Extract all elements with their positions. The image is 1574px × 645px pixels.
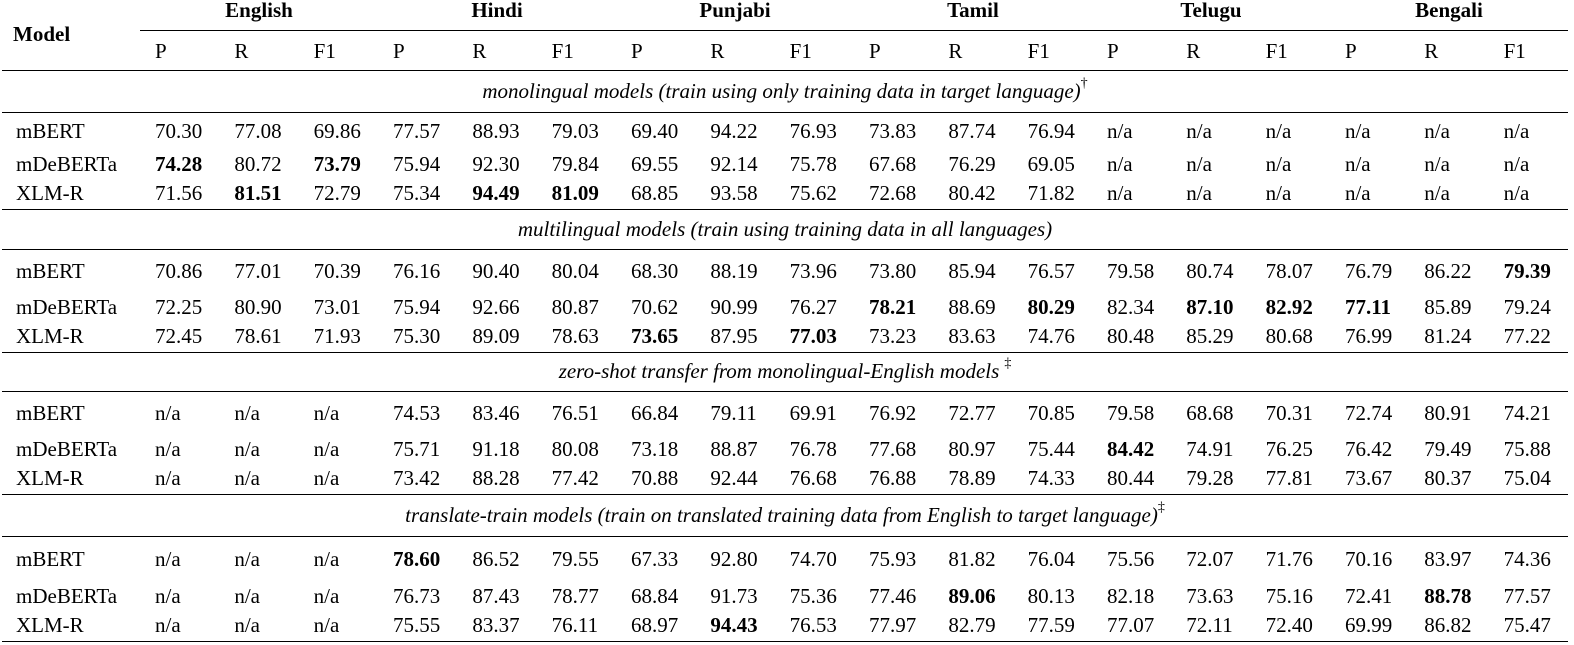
section-title bbox=[2, 494, 1568, 536]
section-title-text: monolingual models (train using only training data in target language) bbox=[482, 78, 1081, 103]
metric-header-row bbox=[2, 30, 1568, 70]
score-cell: 80.68 bbox=[1251, 322, 1330, 352]
score-cell: 80.90 bbox=[234, 295, 282, 319]
score-cell: 75.88 bbox=[1503, 437, 1551, 461]
score-cell: 68.84 bbox=[631, 584, 679, 608]
score-cell: 75.93 bbox=[868, 546, 917, 571]
metric-header-telugu-r: R bbox=[1186, 38, 1201, 63]
score-cell: 67.33 bbox=[631, 546, 679, 571]
score-cell: 76.88 bbox=[854, 464, 933, 494]
footnote-mark: ‡ bbox=[1157, 499, 1165, 515]
score-cell: 76.78 bbox=[789, 437, 837, 461]
score-cell: 81.24 bbox=[1409, 322, 1488, 352]
score-cell: 86.22 bbox=[1424, 258, 1472, 283]
table-row bbox=[2, 536, 1568, 582]
section-row bbox=[2, 209, 1568, 249]
score-cell: n/a bbox=[219, 464, 298, 494]
table-row bbox=[2, 582, 1568, 611]
section-title bbox=[2, 70, 1568, 112]
score-cell: 81.82 bbox=[948, 546, 996, 571]
table-row bbox=[2, 464, 1568, 494]
score-cell: 93.58 bbox=[695, 179, 774, 209]
score-cell: 87.10 bbox=[1186, 295, 1234, 319]
table-row bbox=[2, 611, 1568, 641]
score-cell: n/a bbox=[1424, 118, 1450, 143]
score-cell: 85.94 bbox=[948, 258, 996, 283]
score-cell: 79.39 bbox=[1503, 258, 1551, 283]
language-header-punjabi: Punjabi bbox=[616, 0, 854, 30]
score-cell: 77.01 bbox=[234, 258, 282, 283]
score-cell: 80.42 bbox=[933, 179, 1012, 209]
score-cell: 79.11 bbox=[710, 400, 757, 425]
score-cell: 83.63 bbox=[933, 322, 1012, 352]
score-cell: 80.48 bbox=[1092, 322, 1171, 352]
score-cell: 76.92 bbox=[868, 400, 917, 425]
score-cell: n/a bbox=[299, 611, 378, 641]
score-cell: 76.73 bbox=[393, 584, 441, 608]
score-cell: n/a bbox=[313, 400, 340, 425]
metric-header-hindi-f1: F1 bbox=[551, 38, 574, 63]
score-cell: 88.69 bbox=[948, 295, 996, 319]
score-cell: 70.16 bbox=[1344, 546, 1393, 571]
footnote-mark: ‡ bbox=[1004, 356, 1012, 371]
score-cell: n/a bbox=[140, 464, 219, 494]
score-cell: 75.62 bbox=[775, 179, 854, 209]
score-cell: 73.23 bbox=[854, 322, 933, 352]
score-cell: 74.76 bbox=[1013, 322, 1092, 352]
score-cell: 70.30 bbox=[155, 118, 203, 143]
score-cell: 73.65 bbox=[616, 322, 695, 352]
score-cell: 80.08 bbox=[551, 437, 599, 461]
score-cell: 69.99 bbox=[1330, 611, 1409, 641]
score-cell: 83.97 bbox=[1424, 546, 1472, 571]
model-name-cell: mDeBERTa bbox=[16, 437, 118, 461]
score-cell: 71.82 bbox=[1013, 179, 1092, 209]
score-cell: 80.72 bbox=[234, 152, 282, 176]
score-cell: n/a bbox=[140, 611, 219, 641]
model-column-header: Model bbox=[13, 22, 71, 47]
score-cell: 77.42 bbox=[537, 464, 616, 494]
score-cell: 72.68 bbox=[854, 179, 933, 209]
footnote-mark: † bbox=[1080, 75, 1088, 91]
score-cell: 70.86 bbox=[155, 258, 203, 283]
score-cell: 72.79 bbox=[299, 179, 378, 209]
score-cell: 87.43 bbox=[472, 584, 520, 608]
score-cell: 92.44 bbox=[695, 464, 774, 494]
score-cell: 77.59 bbox=[1013, 611, 1092, 641]
score-cell: n/a bbox=[313, 584, 340, 608]
score-cell: 73.83 bbox=[868, 118, 917, 143]
score-cell: 88.93 bbox=[472, 118, 520, 143]
metric-header-tamil-f1: F1 bbox=[1027, 38, 1050, 63]
score-cell: 75.34 bbox=[378, 179, 457, 209]
score-cell: n/a bbox=[299, 464, 378, 494]
score-cell: 72.74 bbox=[1344, 400, 1393, 425]
score-cell: n/a bbox=[155, 437, 181, 461]
section-title-text: multilingual models (train using training data in all languages) bbox=[517, 216, 1053, 241]
score-cell: n/a bbox=[1171, 179, 1250, 209]
metric-header-punjabi-f1: F1 bbox=[789, 38, 812, 63]
score-cell: 77.97 bbox=[854, 611, 933, 641]
score-cell: n/a bbox=[1344, 118, 1371, 143]
score-cell: 69.91 bbox=[789, 400, 837, 425]
score-cell: 72.45 bbox=[140, 322, 219, 352]
table-row bbox=[2, 435, 1568, 464]
score-cell: 67.68 bbox=[868, 152, 917, 176]
score-cell: 79.58 bbox=[1106, 400, 1155, 425]
score-cell: 80.29 bbox=[1027, 295, 1075, 319]
section-title-text: zero-shot transfer from monolingual-English models bbox=[558, 359, 1000, 383]
score-cell: 71.56 bbox=[140, 179, 219, 209]
score-cell: n/a bbox=[1330, 179, 1409, 209]
metric-header-telugu-f1: F1 bbox=[1265, 38, 1288, 63]
score-cell: 90.99 bbox=[710, 295, 758, 319]
score-cell: 89.09 bbox=[457, 322, 536, 352]
score-cell: 70.39 bbox=[313, 258, 361, 283]
score-cell: n/a bbox=[1489, 179, 1568, 209]
score-cell: 78.61 bbox=[219, 322, 298, 352]
score-cell: 76.79 bbox=[1344, 258, 1393, 283]
score-cell: 75.55 bbox=[378, 611, 457, 641]
score-cell: 75.94 bbox=[393, 295, 441, 319]
score-cell: 73.79 bbox=[313, 152, 361, 176]
score-cell: 79.55 bbox=[551, 546, 599, 571]
score-cell: 70.88 bbox=[616, 464, 695, 494]
score-cell: 75.56 bbox=[1106, 546, 1155, 571]
language-header-bengali: Bengali bbox=[1330, 0, 1568, 30]
table-row bbox=[2, 150, 1568, 179]
score-cell: 76.16 bbox=[393, 258, 441, 283]
score-cell: 76.27 bbox=[789, 295, 837, 319]
score-cell: 79.24 bbox=[1503, 295, 1551, 319]
score-cell: 73.80 bbox=[868, 258, 917, 283]
score-cell: n/a bbox=[234, 546, 260, 571]
score-cell: n/a bbox=[1503, 118, 1530, 143]
table-row bbox=[2, 179, 1568, 209]
score-cell: 76.25 bbox=[1265, 437, 1313, 461]
score-cell: 74.91 bbox=[1186, 437, 1234, 461]
score-cell: n/a bbox=[155, 400, 181, 425]
score-cell: 80.04 bbox=[551, 258, 599, 283]
table-body bbox=[2, 70, 1568, 641]
results-table bbox=[2, 0, 1568, 642]
score-cell: 85.89 bbox=[1424, 295, 1472, 319]
score-cell: 88.78 bbox=[1424, 584, 1472, 608]
score-cell: 86.52 bbox=[472, 546, 520, 571]
score-cell: 68.68 bbox=[1186, 400, 1234, 425]
model-name-cell: XLM-R bbox=[2, 179, 140, 209]
score-cell: 90.40 bbox=[472, 258, 520, 283]
score-cell: 75.30 bbox=[378, 322, 457, 352]
score-cell: n/a bbox=[234, 437, 260, 461]
score-cell: 75.36 bbox=[789, 584, 837, 608]
score-cell: 76.94 bbox=[1027, 118, 1075, 143]
score-cell: 85.29 bbox=[1171, 322, 1250, 352]
score-cell: 87.74 bbox=[948, 118, 996, 143]
score-cell: n/a bbox=[1265, 118, 1292, 143]
score-cell: 92.30 bbox=[472, 152, 520, 176]
score-cell: n/a bbox=[1106, 152, 1133, 176]
score-cell: n/a bbox=[1344, 152, 1371, 176]
score-cell: 78.63 bbox=[537, 322, 616, 352]
table-row bbox=[2, 322, 1568, 352]
score-cell: 78.77 bbox=[551, 584, 599, 608]
score-cell: 88.19 bbox=[710, 258, 758, 283]
score-cell: 80.97 bbox=[948, 437, 996, 461]
model-name-cell: mBERT bbox=[16, 400, 85, 425]
score-cell: 66.84 bbox=[631, 400, 679, 425]
score-cell: 83.46 bbox=[472, 400, 520, 425]
score-cell: 73.67 bbox=[1330, 464, 1409, 494]
score-cell: 74.70 bbox=[789, 546, 837, 571]
model-name-cell: mBERT bbox=[16, 258, 85, 283]
score-cell: 69.05 bbox=[1027, 152, 1075, 176]
metric-header-hindi-r: R bbox=[472, 38, 487, 63]
metric-header-english-r: R bbox=[234, 38, 249, 63]
score-cell: 82.92 bbox=[1265, 295, 1313, 319]
score-cell: 77.03 bbox=[775, 322, 854, 352]
score-cell: 88.87 bbox=[710, 437, 758, 461]
score-cell: 74.28 bbox=[155, 152, 203, 176]
model-name-cell: mBERT bbox=[16, 546, 85, 571]
score-cell: 84.42 bbox=[1106, 437, 1155, 461]
score-cell: n/a bbox=[1409, 179, 1488, 209]
score-cell: 89.06 bbox=[948, 584, 996, 608]
score-cell: n/a bbox=[219, 611, 298, 641]
score-cell: 72.40 bbox=[1251, 611, 1330, 641]
score-cell: 76.51 bbox=[551, 400, 599, 425]
score-cell: 80.44 bbox=[1092, 464, 1171, 494]
score-cell: n/a bbox=[1251, 179, 1330, 209]
score-cell: 71.76 bbox=[1265, 546, 1313, 571]
score-cell: 82.79 bbox=[933, 611, 1012, 641]
score-cell: 72.07 bbox=[1186, 546, 1234, 571]
score-cell: n/a bbox=[155, 546, 181, 571]
metric-header-bengali-f1: F1 bbox=[1503, 38, 1526, 63]
score-cell: 92.80 bbox=[710, 546, 758, 571]
section-row bbox=[2, 70, 1568, 112]
model-name-cell: mDeBERTa bbox=[16, 152, 118, 176]
metric-header-bengali-r: R bbox=[1424, 38, 1439, 63]
score-cell: 71.93 bbox=[299, 322, 378, 352]
score-cell: 79.28 bbox=[1171, 464, 1250, 494]
score-cell: n/a bbox=[234, 400, 260, 425]
score-cell: n/a bbox=[1503, 152, 1530, 176]
score-cell: 74.21 bbox=[1503, 400, 1551, 425]
score-cell: 76.42 bbox=[1344, 437, 1393, 461]
score-cell: 69.86 bbox=[313, 118, 361, 143]
score-cell: n/a bbox=[313, 546, 340, 571]
language-header-hindi: Hindi bbox=[378, 0, 616, 30]
metric-header-tamil-p: P bbox=[868, 38, 881, 63]
metric-header-english-p: P bbox=[155, 38, 167, 63]
metric-header-tamil-r: R bbox=[948, 38, 963, 63]
score-cell: 68.30 bbox=[631, 258, 679, 283]
score-cell: 73.96 bbox=[789, 258, 837, 283]
score-cell: 74.53 bbox=[393, 400, 441, 425]
score-cell: n/a bbox=[1186, 152, 1212, 176]
score-cell: 70.31 bbox=[1265, 400, 1313, 425]
score-cell: 78.89 bbox=[933, 464, 1012, 494]
score-cell: 79.03 bbox=[551, 118, 599, 143]
score-cell: 76.29 bbox=[948, 152, 996, 176]
score-cell: 76.68 bbox=[775, 464, 854, 494]
score-cell: n/a bbox=[1424, 152, 1450, 176]
score-cell: 77.81 bbox=[1251, 464, 1330, 494]
score-cell: 80.74 bbox=[1186, 258, 1234, 283]
section-title bbox=[2, 352, 1568, 391]
language-header-english: English bbox=[140, 0, 378, 30]
model-name-cell: mDeBERTa bbox=[16, 295, 118, 319]
model-name-cell: XLM-R bbox=[2, 322, 140, 352]
score-cell: 78.07 bbox=[1265, 258, 1313, 283]
score-cell: 76.57 bbox=[1027, 258, 1075, 283]
score-cell: 94.43 bbox=[695, 611, 774, 641]
metric-header-punjabi-r: R bbox=[710, 38, 725, 63]
score-cell: 77.07 bbox=[1092, 611, 1171, 641]
score-cell: n/a bbox=[313, 437, 340, 461]
score-cell: 78.60 bbox=[393, 546, 441, 571]
score-cell: 77.68 bbox=[868, 437, 917, 461]
section-title-text: translate-train models (train on translated training data from English to target language) bbox=[405, 502, 1158, 527]
score-cell: 69.55 bbox=[631, 152, 679, 176]
score-cell: 87.95 bbox=[695, 322, 774, 352]
score-cell: 82.18 bbox=[1106, 584, 1155, 608]
section-title bbox=[2, 209, 1568, 249]
table-row bbox=[2, 112, 1568, 150]
metric-header-english-f1: F1 bbox=[313, 38, 336, 63]
score-cell: 88.28 bbox=[457, 464, 536, 494]
score-cell: 81.51 bbox=[219, 179, 298, 209]
score-cell: 70.85 bbox=[1027, 400, 1075, 425]
score-cell: 75.78 bbox=[789, 152, 837, 176]
score-cell: 94.49 bbox=[457, 179, 536, 209]
score-cell: 91.18 bbox=[472, 437, 520, 461]
section-row bbox=[2, 352, 1568, 391]
language-header-tamil: Tamil bbox=[854, 0, 1092, 30]
score-cell: 78.21 bbox=[868, 295, 917, 319]
score-cell: 91.73 bbox=[710, 584, 758, 608]
language-header-telugu: Telugu bbox=[1092, 0, 1330, 30]
score-cell: 92.66 bbox=[472, 295, 520, 319]
score-cell: 76.99 bbox=[1330, 322, 1409, 352]
score-cell: 73.63 bbox=[1186, 584, 1234, 608]
score-cell: 80.13 bbox=[1027, 584, 1075, 608]
section-row bbox=[2, 494, 1568, 536]
score-cell: 79.58 bbox=[1106, 258, 1155, 283]
score-cell: 86.82 bbox=[1409, 611, 1488, 641]
score-cell: n/a bbox=[234, 584, 260, 608]
model-name-cell: mDeBERTa bbox=[16, 584, 118, 608]
language-header-row bbox=[2, 0, 1568, 30]
metric-header-punjabi-p: P bbox=[631, 38, 643, 63]
score-cell: 77.11 bbox=[1344, 295, 1392, 319]
metric-header-bengali-p: P bbox=[1344, 38, 1357, 63]
score-cell: 75.44 bbox=[1027, 437, 1075, 461]
score-cell: 75.47 bbox=[1489, 611, 1568, 641]
score-cell: 73.01 bbox=[313, 295, 361, 319]
model-name-cell: mBERT bbox=[16, 118, 85, 143]
score-cell: 75.04 bbox=[1489, 464, 1568, 494]
score-cell: 74.36 bbox=[1503, 546, 1551, 571]
metric-header-telugu-p: P bbox=[1106, 38, 1119, 63]
score-cell: 73.42 bbox=[378, 464, 457, 494]
score-cell: 73.18 bbox=[631, 437, 679, 461]
score-cell: 80.37 bbox=[1409, 464, 1488, 494]
score-cell: 77.57 bbox=[393, 118, 441, 143]
score-cell: 94.22 bbox=[710, 118, 758, 143]
score-cell: 76.53 bbox=[775, 611, 854, 641]
score-cell: 80.91 bbox=[1424, 400, 1472, 425]
score-cell: 72.25 bbox=[155, 295, 203, 319]
score-cell: 81.09 bbox=[537, 179, 616, 209]
score-cell: 92.14 bbox=[710, 152, 758, 176]
score-cell: n/a bbox=[1092, 179, 1171, 209]
score-cell: 83.37 bbox=[457, 611, 536, 641]
table-row bbox=[2, 293, 1568, 322]
score-cell: 68.85 bbox=[616, 179, 695, 209]
score-cell: 72.77 bbox=[948, 400, 996, 425]
table-row bbox=[2, 249, 1568, 293]
score-cell: n/a bbox=[1265, 152, 1292, 176]
score-cell: 77.57 bbox=[1503, 584, 1551, 608]
score-cell: n/a bbox=[155, 584, 181, 608]
score-cell: 82.34 bbox=[1106, 295, 1155, 319]
score-cell: 68.97 bbox=[616, 611, 695, 641]
score-cell: 77.22 bbox=[1489, 322, 1568, 352]
score-cell: 76.93 bbox=[789, 118, 837, 143]
score-cell: n/a bbox=[1186, 118, 1212, 143]
score-cell: 75.71 bbox=[393, 437, 441, 461]
score-cell: 80.87 bbox=[551, 295, 599, 319]
score-cell: 74.33 bbox=[1013, 464, 1092, 494]
score-cell: 79.49 bbox=[1424, 437, 1472, 461]
score-cell: 75.16 bbox=[1265, 584, 1313, 608]
score-cell: 69.40 bbox=[631, 118, 679, 143]
score-cell: 77.08 bbox=[234, 118, 282, 143]
metric-header-hindi-p: P bbox=[393, 38, 405, 63]
table-row bbox=[2, 391, 1568, 435]
score-cell: 75.94 bbox=[393, 152, 441, 176]
score-cell: 72.41 bbox=[1344, 584, 1393, 608]
score-cell: 77.46 bbox=[868, 584, 917, 608]
table-header bbox=[2, 0, 1568, 70]
score-cell: n/a bbox=[1106, 118, 1133, 143]
score-cell: 76.11 bbox=[537, 611, 616, 641]
score-cell: 76.04 bbox=[1027, 546, 1075, 571]
score-cell: 70.62 bbox=[631, 295, 679, 319]
score-cell: 79.84 bbox=[551, 152, 599, 176]
score-cell: 72.11 bbox=[1171, 611, 1250, 641]
model-name-cell: XLM-R bbox=[2, 611, 140, 641]
model-name-cell: XLM-R bbox=[2, 464, 140, 494]
